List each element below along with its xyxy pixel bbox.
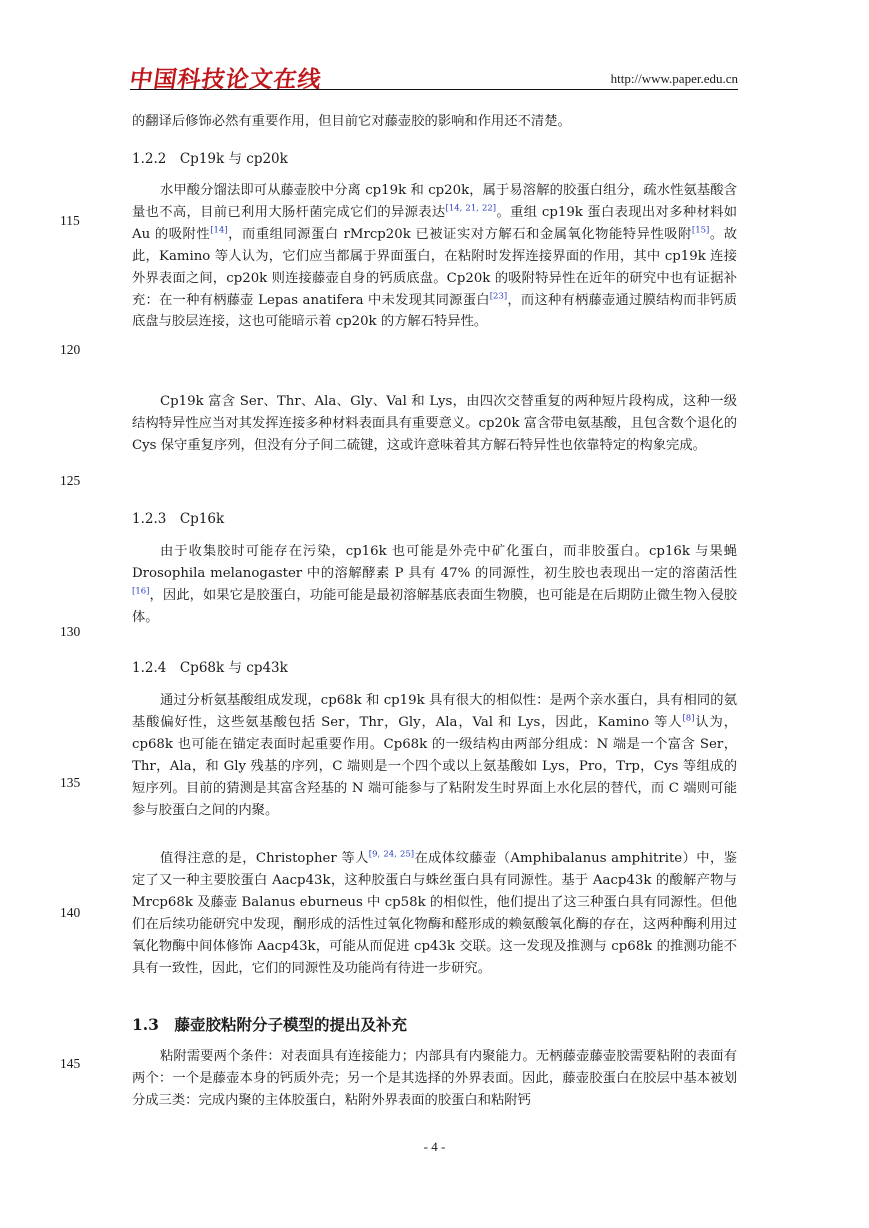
line-number: 145: [60, 1056, 81, 1071]
citation[interactable]: [23]: [489, 291, 508, 302]
line-number: 115: [60, 213, 80, 228]
journal-logo: [127, 64, 324, 93]
citation[interactable]: [9, 24, 25]: [368, 849, 415, 860]
citation[interactable]: [8]: [682, 713, 695, 724]
header-rule: [130, 89, 738, 90]
citation[interactable]: [16]: [132, 586, 150, 597]
section-heading-1-3: 1.3 藤壶胶粘附分子模型的提出及补充: [132, 1015, 407, 1034]
logo-text: 中国科技论文在线: [127, 66, 324, 93]
page-number: - 4 -: [423, 1139, 446, 1154]
line-number: 130: [60, 624, 81, 639]
citation[interactable]: [15]: [691, 225, 710, 236]
paragraph: 由于收集胶时可能存在污染，cp16k 也可能是外壳中矿化蛋白，而非胶蛋白。cp16k 与果蝇 Drosophila melanogaster 中的溶解酵素 P 具有 47% 的同源性，初生胶也表现出一定的溶菌活性[16]，因此，如果它是胶蛋白，功能可能是最初溶解基底表面生物膜，也可能是在后期防止微生物入侵胶体。: [132, 544, 737, 625]
line-number: 140: [60, 905, 81, 920]
citation[interactable]: [14, 21, 22]: [445, 203, 497, 214]
paragraph: Cp19k 富含 Ser、Thr、Ala、Gly、Val 和 Lys，由四次交替重复的两种短片段构成，这种一级结构特异性应当对其发挥连接多种材料表面具有重要意义。cp20k 富含带电氨基酸，且包含数个退化的 Cys 保守重复序列，但没有分子间二硫键，这或许意味着其方解石特异性也依靠特定的构象完成。: [132, 394, 737, 453]
line-number: 120: [60, 342, 81, 357]
line-number: 125: [60, 473, 81, 488]
paragraph: 水甲酸分馏法即可从藤壶胶中分离 cp19k 和 cp20k，属于易溶解的胶蛋白组分，疏水性氨基酸含量也不高，目前已利用大肠杆菌完成它们的异源表达[14, 21, 22]。重组 cp19k 蛋白表现出对多种材料如 Au 的吸附性[14]，而重组同源蛋白 rMrcp20k 已被证实对方解石和金属氧化物能特异性吸附[15]。故此，Kamino 等人认为，它们应当都属于界面蛋白，在粘附时发挥连接界面的作用，其中 cp19k 连接外界表面之间，cp20k 则连接藤壶自身的钙质底盘。Cp20k 的吸附特异性在近年的研究中也有证据补充：在一种有柄藤壶 Lepas anatifera 中未发现其同源蛋白[23]，而这种有柄藤壶通过膜结构而非钙质底盘与胶层连接，这也可能暗示着 cp20k 的方解石特异性。: [132, 183, 738, 330]
citation[interactable]: [14]: [210, 225, 228, 236]
paragraph: 粘附需要两个条件：对表面具有连接能力；内部具有内聚能力。无柄藤壶藤壶胶需要粘附的表面有两个：一个是藤壶本身的钙质外壳；另一个是其选择的外界表面。因此，藤壶胶蛋白在胶层中基本被划分成三类：完成内聚的主体胶蛋白，粘附外界表面的胶蛋白和粘附钙: [132, 1049, 737, 1108]
header-url[interactable]: http://www.paper.edu.cn: [610, 71, 738, 86]
section-heading-1-2-3: 1.2.3 Cp16k: [132, 511, 225, 527]
section-heading-1-2-4: 1.2.4 Cp68k 与 cp43k: [132, 660, 288, 676]
paragraph: 的翻译后修饰必然有重要作用，但目前它对藤壶胶的影响和作用还不清楚。: [132, 114, 571, 129]
paragraph: 值得注意的是，Christopher 等人[9, 24, 25]在成体纹藤壶（Amphibalanus amphitrite）中，鉴定了又一种主要胶蛋白 Aacp43k，这种胶蛋白与蛛丝蛋白具有同源性。基于 Aacp43k 的酸解产物与 Mrcp68k 及藤壶 Balanus eburneus 中 cp58k 的相似性，他们提出了这三种蛋白具有同源性。但他们在后续功能研究中发现，酮形成的活性过氧化物酶和醛形成的赖氨酸氧化酶的存在，这两种酶利用过氧化物酶中间体修饰 Aacp43k，可能从而促进 cp43k 交联。这一发现及推测与 cp68k 的推测功能不具有一致性，因此，它们的同源性及功能尚有待进一步研究。: [132, 849, 737, 976]
section-heading-1-2-2: 1.2.2 Cp19k 与 cp20k: [132, 151, 288, 167]
line-number: 135: [60, 775, 81, 790]
paragraph: 通过分析氨基酸组成发现，cp68k 和 cp19k 具有很大的相似性：是两个亲水蛋白，具有相同的氨基酸偏好性，这些氨基酸包括 Ser，Thr，Gly，Ala，Val 和 Lys，因此，Kamino 等人[8]认为，cp68k 也可能在锚定表面时起重要作用。Cp68k 的一级结构由两部分组成：N 端是一个富含 Ser，Thr，Ala，和 Gly 残基的序列，C 端则是一个四个或以上氨基酸如 Lys，Pro，Trp，Cys 等组成的短序列。目前的猜测是其富含羟基的 N 端可能参与了粘附发生时界面上水化层的替代，而 C 端则可能参与胶蛋白之间的内聚。: [132, 693, 738, 818]
